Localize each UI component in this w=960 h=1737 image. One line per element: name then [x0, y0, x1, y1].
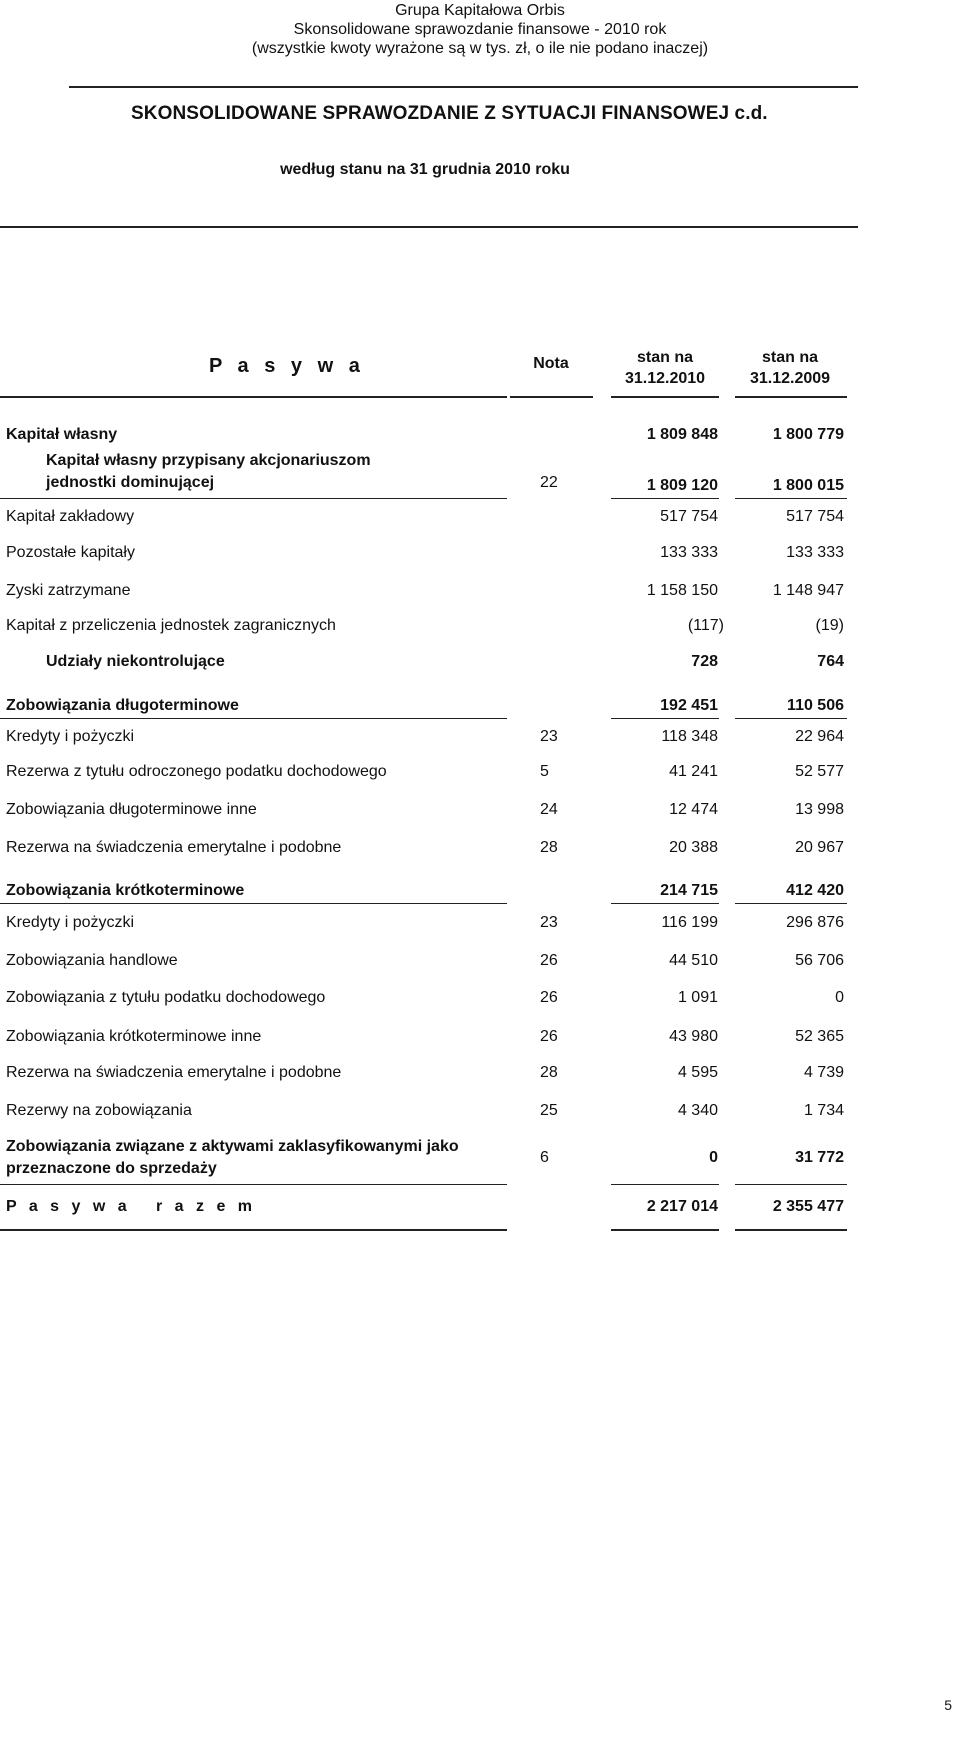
- row-underline-2010: [611, 718, 719, 719]
- row-value-2010: 44 510: [669, 952, 718, 969]
- total-underline-2010: [611, 1229, 719, 1231]
- header-divider: [69, 86, 858, 88]
- row-label: Pozostałe kapitały: [6, 544, 135, 561]
- row-value-2009: 20 967: [795, 839, 844, 856]
- row-note: 28: [540, 839, 558, 856]
- row-value-2010: 2 217 014: [646, 1198, 718, 1215]
- row-label: Rezerwa na świadczenia emerytalne i podobne: [6, 1064, 342, 1081]
- row-note: 23: [540, 728, 558, 745]
- row-label: Rezerwa z tytułu odroczonego podatku dochodowego: [6, 763, 387, 780]
- row-value-2009: 52 577: [795, 763, 844, 780]
- row-value-2009: 1 800 015: [772, 477, 844, 494]
- row-label: P a s y w a r a z e m: [6, 1198, 257, 1215]
- row-value-2010: 1 809 120: [646, 477, 718, 494]
- row-note: 24: [540, 801, 558, 818]
- row-note: 26: [540, 989, 558, 1006]
- row-note: 5: [540, 763, 549, 780]
- row-value-2009: 517 754: [786, 508, 844, 525]
- row-label: Zobowiązania z tytułu podatku dochodowego: [6, 989, 326, 1006]
- row-underline-left: [0, 498, 507, 499]
- row-value-2010: 1 158 150: [646, 582, 718, 599]
- row-label: Kapitał zakładowy: [6, 508, 135, 525]
- row-value-2009: 22 964: [795, 728, 844, 745]
- row-underline-left: [0, 718, 507, 719]
- note-column-header: Nota: [533, 355, 569, 372]
- row-value-2010: 1 809 848: [646, 426, 718, 443]
- row-value-2009: 1 800 779: [772, 426, 844, 443]
- row-value-2010: 192 451: [660, 697, 718, 714]
- row-value-2010: 4 340: [677, 1102, 718, 1119]
- row-value-2010: 133 333: [660, 544, 718, 561]
- row-underline-left: [0, 1184, 507, 1185]
- row-underline-2009: [735, 498, 847, 499]
- row-value-2009: 133 333: [786, 544, 844, 561]
- row-note: 25: [540, 1102, 558, 1119]
- row-value-2009: 412 420: [786, 882, 844, 899]
- row-value-2009: 13 998: [795, 801, 844, 818]
- row-label-line2: jednostki dominującej: [46, 474, 215, 491]
- col-2009-header-line2: 31.12.2009: [749, 370, 831, 387]
- title-divider: [0, 226, 858, 228]
- row-label-line1: Kapitał własny przypisany akcjonariuszom: [46, 452, 371, 469]
- liabilities-heading: P a s y w a: [209, 355, 365, 377]
- row-label: Zobowiązania handlowe: [6, 952, 178, 969]
- header-underline-2010: [611, 396, 719, 398]
- row-value-2010: 43 980: [669, 1028, 718, 1045]
- col-2010-header-line2: 31.12.2010: [624, 370, 706, 387]
- row-label: Kapitał własny: [6, 426, 118, 443]
- row-underline-2009: [735, 718, 847, 719]
- row-value-2009: 1 734: [803, 1102, 844, 1119]
- row-value-2010: 4 595: [677, 1064, 718, 1081]
- row-value-2009: 4 739: [803, 1064, 844, 1081]
- row-value-2010: 517 754: [660, 508, 718, 525]
- row-value-2010: 41 241: [669, 763, 718, 780]
- row-label: Kapitał z przeliczenia jednostek zagranicznych: [6, 617, 336, 634]
- row-value-2009: 1 148 947: [772, 582, 844, 599]
- row-underline-2010: [611, 1184, 719, 1185]
- total-underline-2009: [735, 1229, 847, 1231]
- row-value-2010: 728: [691, 653, 718, 670]
- row-label: Zobowiązania krótkoterminowe inne: [6, 1028, 262, 1045]
- row-note: 28: [540, 1064, 558, 1081]
- statement-date: według stanu na 31 grudnia 2010 roku: [280, 161, 570, 178]
- row-underline-left: [0, 903, 507, 904]
- row-value-2009: 2 355 477: [772, 1198, 844, 1215]
- row-value-2010: (117): [687, 617, 724, 634]
- row-value-2009: 110 506: [787, 697, 844, 714]
- row-value-2009: 31 772: [795, 1149, 844, 1166]
- row-label-line2: przeznaczone do sprzedaży: [6, 1160, 217, 1177]
- row-value-2009: 296 876: [786, 914, 844, 931]
- row-label: Zobowiązania krótkoterminowe: [6, 882, 245, 899]
- row-value-2009: (19): [815, 617, 844, 634]
- row-label: Kredyty i pożyczki: [6, 728, 135, 745]
- row-value-2009: 52 365: [795, 1028, 844, 1045]
- report-name: Skonsolidowane sprawozdanie finansowe - 2010 rok: [293, 21, 667, 38]
- row-label-line1: Zobowiązania związane z aktywami zaklasyfikowanymi jako: [6, 1138, 459, 1155]
- row-note: 26: [540, 952, 558, 969]
- row-label: Udziały niekontrolujące: [46, 653, 225, 670]
- row-value-2010: 118 348: [661, 728, 718, 745]
- row-value-2010: 0: [709, 1149, 718, 1166]
- row-value-2009: 0: [835, 989, 844, 1006]
- row-value-2010: 20 388: [669, 839, 718, 856]
- col-2009-header-line1: stan na: [761, 349, 818, 366]
- header-underline-nota: [510, 396, 593, 398]
- amounts-note: (wszystkie kwoty wyrażone są w tys. zł, o ile nie podano inaczej): [251, 40, 709, 57]
- row-value-2010: 1 091: [677, 989, 718, 1006]
- row-underline-2009: [735, 903, 847, 904]
- page-number: 5: [944, 1697, 952, 1713]
- header-underline-2009: [735, 396, 847, 398]
- row-note: 26: [540, 1028, 558, 1045]
- row-note: 22: [540, 474, 558, 491]
- row-label: Kredyty i pożyczki: [6, 914, 135, 931]
- row-note: 23: [540, 914, 558, 931]
- row-underline-2009: [735, 1184, 847, 1185]
- row-note: 6: [540, 1149, 549, 1166]
- row-label: Zyski zatrzymane: [6, 582, 131, 599]
- row-label: Zobowiązania długoterminowe: [6, 697, 239, 714]
- row-value-2009: 764: [817, 653, 844, 670]
- row-label: Rezerwy na zobowiązania: [6, 1102, 192, 1119]
- row-value-2010: 214 715: [660, 882, 718, 899]
- row-label: Zobowiązania długoterminowe inne: [6, 801, 257, 818]
- company-name: Grupa Kapitałowa Orbis: [395, 2, 565, 19]
- row-label: Rezerwa na świadczenia emerytalne i podobne: [6, 839, 342, 856]
- row-underline-2010: [611, 498, 719, 499]
- row-value-2010: 12 474: [669, 801, 718, 818]
- row-underline-2010: [611, 903, 719, 904]
- header-underline-left: [0, 396, 507, 398]
- total-underline-left: [0, 1229, 507, 1231]
- row-value-2009: 56 706: [795, 952, 844, 969]
- col-2010-header-line1: stan na: [636, 349, 693, 366]
- row-value-2010: 116 199: [661, 914, 718, 931]
- statement-title: SKONSOLIDOWANE SPRAWOZDANIE Z SYTUACJI FINANSOWEJ c.d.: [131, 103, 768, 124]
